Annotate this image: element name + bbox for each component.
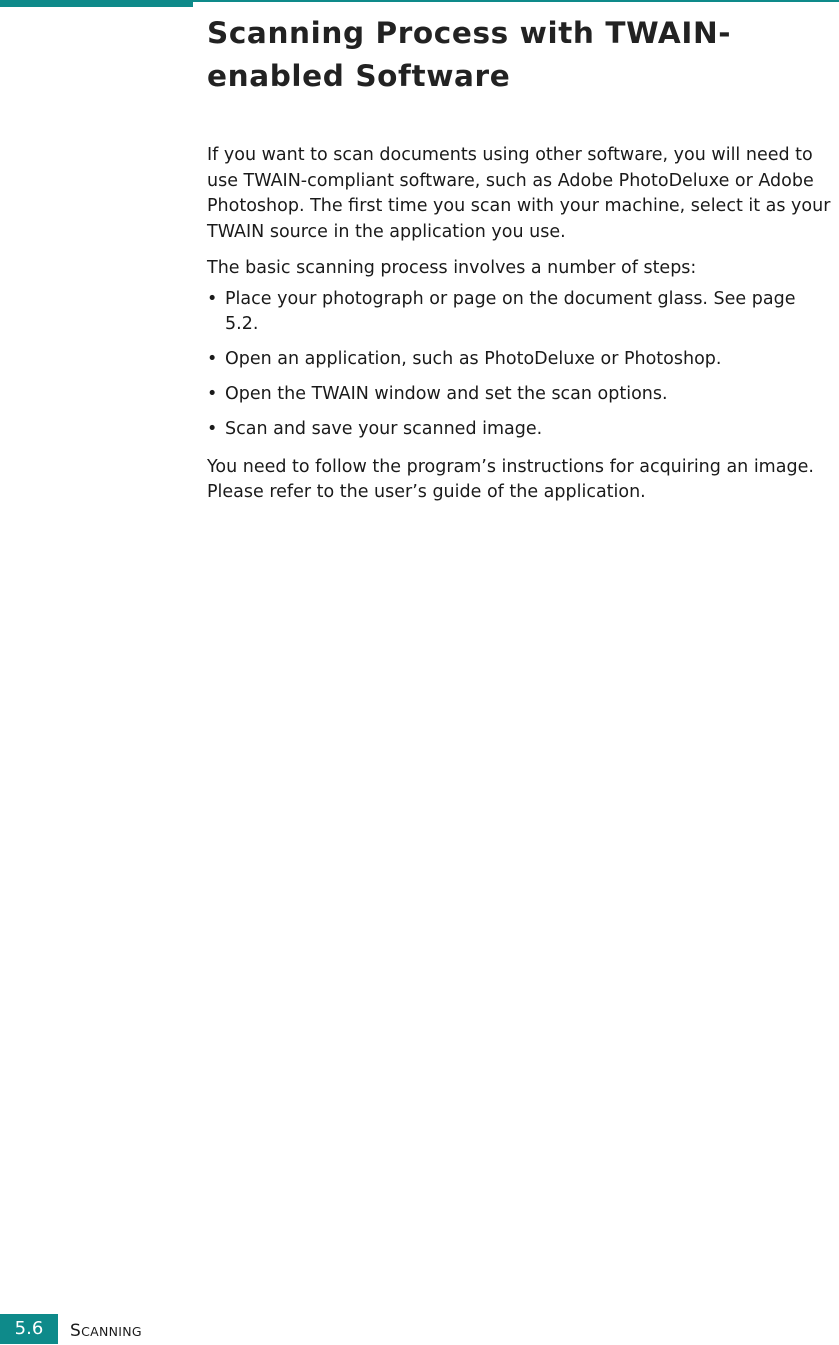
step-text: Open the TWAIN window and set the scan options. [225, 384, 668, 404]
list-item [207, 347, 833, 373]
header-rule [193, 0, 839, 2]
steps-list [207, 287, 833, 443]
bullet-icon: • [207, 384, 218, 404]
steps-intro-paragraph: The basic scanning process involves a number of steps: [207, 258, 697, 278]
header-accent-bar [0, 0, 193, 7]
bullet-icon: • [207, 419, 218, 439]
footer-section-rest: CANNING [81, 1324, 142, 1339]
list-item [207, 417, 833, 443]
step-text: Scan and save your scanned image. [225, 419, 543, 439]
bullet-icon: • [207, 349, 218, 369]
closing-paragraph: You need to follow the program’s instructions for acquiring an image. Please refer to the user’s guide of the application. [207, 456, 814, 502]
bullet-icon: • [207, 288, 218, 309]
intro-paragraph: If you want to scan documents using other software, you will need to use TWAIN-compliant software, such as Adobe PhotoDeluxe or Adobe Photoshop. The first time you scan with your machine, select it as your TWAIN source in the application you use. [207, 145, 831, 242]
page-number: 5.6 [0, 1314, 58, 1344]
page-content [207, 12, 833, 506]
page-title: Scanning Process with TWAIN-enabled Software [207, 16, 732, 93]
list-item [207, 382, 833, 408]
list-item [207, 287, 833, 338]
step-text: Place your photograph or page on the document glass. See page 5.2. [225, 288, 796, 334]
step-text: Open an application, such as PhotoDeluxe or Photoshop. [225, 349, 722, 369]
footer-section-label [70, 1318, 142, 1345]
footer-section-initial: S [70, 1321, 82, 1341]
